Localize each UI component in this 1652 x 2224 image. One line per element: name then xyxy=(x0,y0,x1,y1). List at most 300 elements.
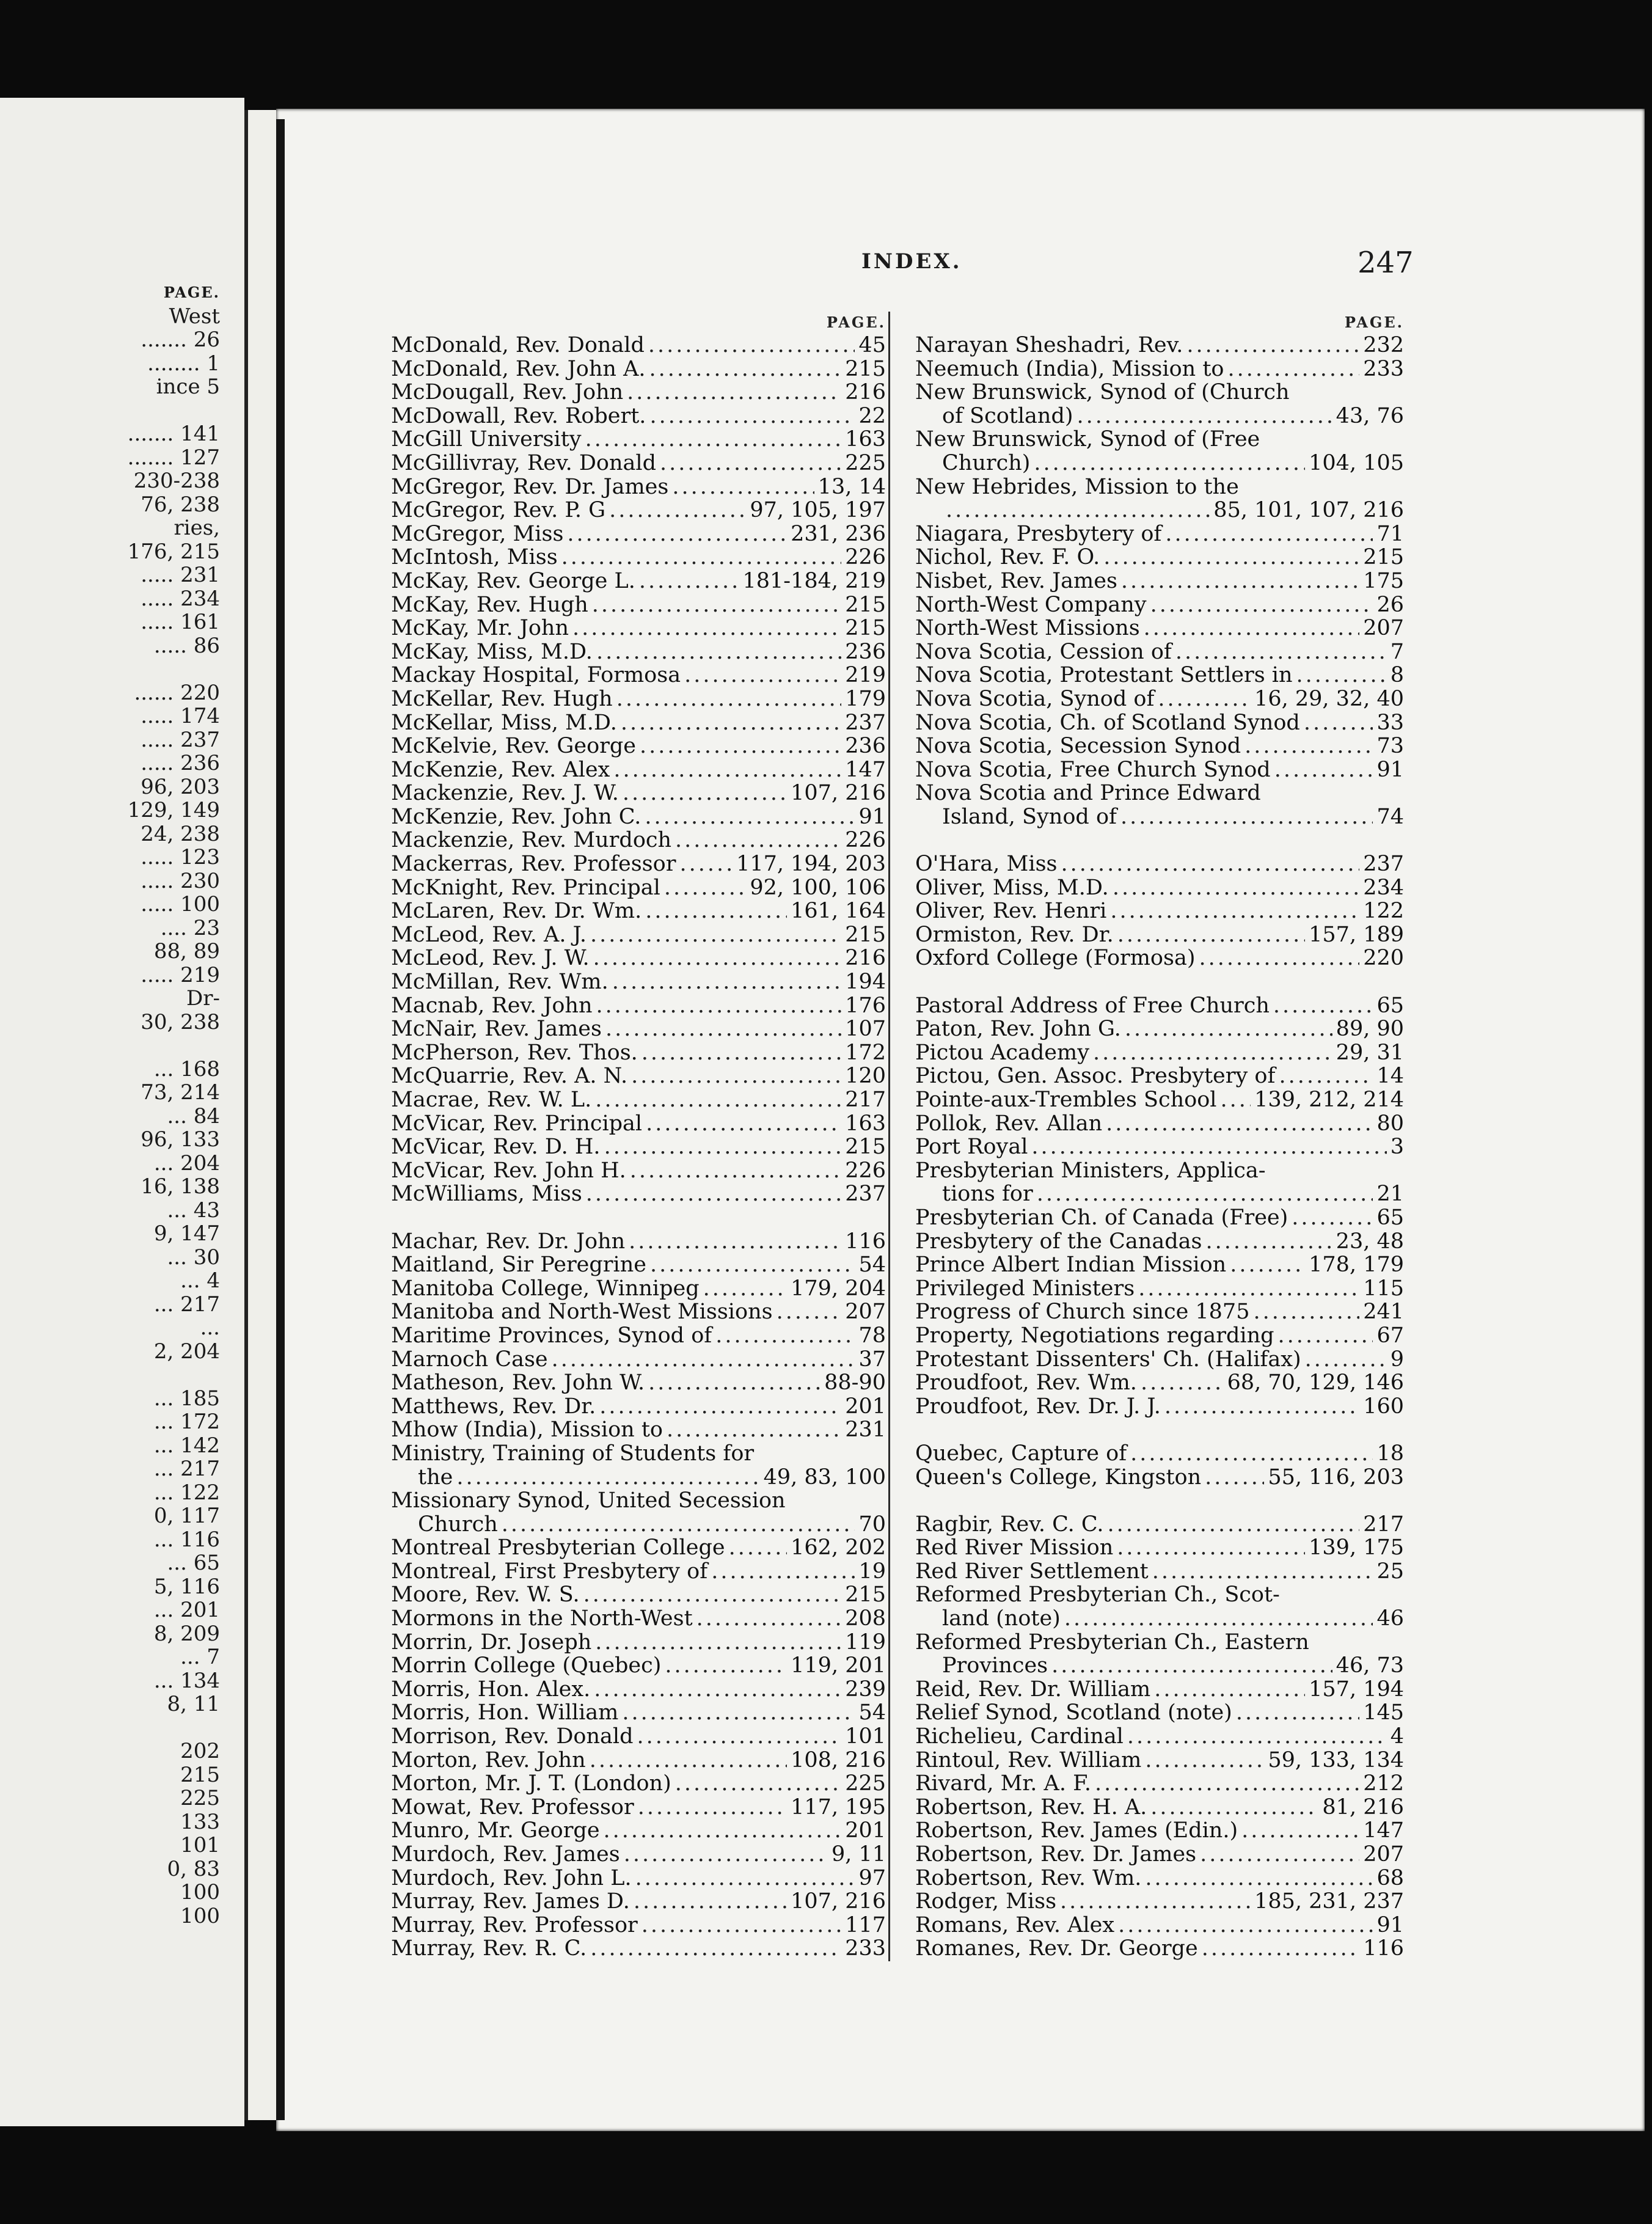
index-entry xyxy=(915,1513,1404,1537)
entry-name: Rintoul, Rev. William xyxy=(915,1747,1142,1772)
index-entry xyxy=(391,758,886,782)
entry-name: McKelvie, Rev. George xyxy=(391,734,637,759)
leader-dots xyxy=(675,1772,841,1796)
leader-dots xyxy=(561,546,842,569)
left-page-line: 73, 214 xyxy=(141,1081,220,1105)
index-entry xyxy=(915,522,1404,546)
entry-page-ref: 172 xyxy=(845,1040,886,1065)
index-entry xyxy=(915,1725,1404,1749)
entry-page-ref: 78 xyxy=(858,1323,886,1348)
index-entry xyxy=(915,781,1404,805)
leader-dots xyxy=(641,1041,841,1065)
page-title: INDEX. xyxy=(861,249,962,274)
leader-dots xyxy=(1241,1819,1359,1843)
leader-dots xyxy=(595,1088,841,1112)
index-entry xyxy=(915,664,1404,687)
entry-page-ref: 162, 202 xyxy=(791,1535,886,1560)
entry-page-ref: 116 xyxy=(1363,1936,1404,1961)
index-entry xyxy=(391,1607,886,1631)
entry-name: McWilliams, Miss xyxy=(391,1182,582,1207)
index-entry xyxy=(915,640,1404,664)
leader-dots xyxy=(1150,593,1373,617)
left-page-line: 24, 238 xyxy=(141,822,220,846)
entry-page-ref: 73 xyxy=(1376,734,1404,759)
leader-dots xyxy=(711,1560,855,1584)
left-page-line: 100 xyxy=(180,1881,220,1904)
index-entry xyxy=(915,1819,1404,1843)
leader-dots xyxy=(1144,616,1360,640)
index-entry xyxy=(915,1560,1404,1584)
index-entry xyxy=(391,1819,886,1843)
entry-name: McDougall, Rev. John xyxy=(391,380,624,405)
entry-name: Manitoba College, Winnipeg xyxy=(391,1276,700,1301)
leader-dots xyxy=(1164,1395,1359,1419)
entry-name: McGregor, Rev. Dr. James xyxy=(391,474,669,499)
leader-dots xyxy=(645,805,855,829)
leader-dots xyxy=(641,1914,841,1937)
left-page-line: ... 201 xyxy=(153,1598,220,1622)
entry-name: Matthews, Rev. Dr. xyxy=(391,1394,596,1419)
entry-page-ref: 160 xyxy=(1363,1394,1404,1419)
index-entry xyxy=(915,1442,1404,1466)
left-page-line: 8, 209 xyxy=(153,1622,220,1645)
left-page-line: 225 xyxy=(180,1787,220,1810)
entry-page-ref: 91 xyxy=(1376,757,1404,782)
leader-dots xyxy=(552,1348,855,1372)
index-entry xyxy=(391,1064,886,1088)
left-page-line: ... 7 xyxy=(180,1645,220,1669)
entry-name: McKenzie, Rev. John C. xyxy=(391,804,641,829)
entry-page-ref: 33 xyxy=(1376,710,1404,735)
index-entry xyxy=(391,1796,886,1820)
entry-page-ref: 181-184, 219 xyxy=(742,568,886,593)
entry-page-ref: 226 xyxy=(845,828,886,853)
entry-page-ref: 120 xyxy=(845,1064,886,1089)
entry-name: McGillivray, Rev. Donald xyxy=(391,450,656,475)
index-entry xyxy=(391,1536,886,1560)
leader-dots xyxy=(1273,994,1373,1018)
leader-dots xyxy=(593,946,842,970)
entry-page-ref: 97 xyxy=(858,1865,886,1890)
index-entry xyxy=(915,758,1404,782)
index-entry xyxy=(391,1041,886,1065)
entry-page-ref: 43, 76 xyxy=(1336,403,1404,428)
leader-dots xyxy=(635,1867,855,1890)
leader-dots xyxy=(592,593,841,617)
left-page-line: 88, 89 xyxy=(153,940,220,964)
entry-name: Maritime Provinces, Synod of xyxy=(391,1323,712,1348)
entry-page-ref: 215 xyxy=(845,1582,886,1608)
entry-name: Morton, Mr. J. T. (London) xyxy=(391,1771,671,1796)
entry-name: McMillan, Rev. Wm. xyxy=(391,970,609,995)
leader-dots xyxy=(667,1418,841,1442)
entry-page-ref: 147 xyxy=(1363,1818,1404,1843)
entry-page-ref: 70 xyxy=(858,1512,886,1537)
leader-dots xyxy=(604,1135,842,1159)
index-entry xyxy=(915,569,1404,593)
entry-name: Neemuch (India), Mission to xyxy=(915,356,1224,381)
index-entry xyxy=(391,1583,886,1607)
leader-dots xyxy=(638,1796,787,1820)
left-page-text xyxy=(0,281,220,1928)
entry-page-ref: 236 xyxy=(845,639,886,664)
entry-name: Red River Settlement xyxy=(915,1559,1149,1584)
index-entry xyxy=(391,805,886,829)
index-entry xyxy=(915,1607,1404,1631)
leader-dots xyxy=(672,475,814,499)
leader-dots xyxy=(1227,357,1359,381)
index-entry xyxy=(915,711,1404,735)
index-entry xyxy=(915,923,1404,947)
leader-dots xyxy=(649,404,855,428)
left-page-line: ..... 161 xyxy=(141,610,220,634)
entry-page-ref: 139, 212, 214 xyxy=(1254,1088,1404,1112)
leader-dots xyxy=(648,334,855,357)
index-entry xyxy=(391,1418,886,1442)
index-entry xyxy=(391,569,886,593)
leader-dots xyxy=(1060,1890,1251,1914)
entry-name: Rodger, Miss xyxy=(915,1889,1057,1914)
left-page-line: ... 217 xyxy=(153,1292,220,1316)
leader-dots xyxy=(627,381,841,404)
left-page-line: West xyxy=(169,304,220,328)
column-header-left: PAGE. xyxy=(826,313,886,331)
index-entry xyxy=(915,1277,1404,1301)
leader-dots xyxy=(1106,1112,1373,1136)
leader-dots xyxy=(590,1749,787,1772)
leader-dots xyxy=(640,734,841,758)
entry-page-ref: 45 xyxy=(858,333,886,357)
entry-name: Murray, Rev. James D. xyxy=(391,1889,630,1914)
entry-page-ref: 207 xyxy=(1363,616,1404,641)
index-entry xyxy=(391,475,886,499)
entry-page-ref: 201 xyxy=(845,1394,886,1419)
index-entry xyxy=(391,499,886,522)
entry-page-ref: 207 xyxy=(845,1300,886,1325)
entry-page-ref: 54 xyxy=(858,1700,886,1725)
entry-name: Pictou Academy xyxy=(915,1040,1089,1065)
left-page-line: ... 204 xyxy=(153,1151,220,1175)
index-entry xyxy=(915,1701,1404,1725)
entry-name: New Brunswick, Synod of (Free xyxy=(915,427,1260,452)
left-page-line: 96, 133 xyxy=(141,1128,220,1152)
entry-page-ref: 216 xyxy=(845,946,886,971)
entry-page-ref: 107, 216 xyxy=(791,781,886,806)
index-entry xyxy=(915,852,1404,876)
leader-dots xyxy=(1253,1300,1359,1324)
index-entry xyxy=(391,899,886,923)
entry-page-ref: 215 xyxy=(845,1135,886,1160)
entry-name: Macnab, Rev. John xyxy=(391,993,593,1018)
index-column-left xyxy=(391,312,886,1961)
left-page-line: ... 43 xyxy=(167,1198,220,1222)
left-page-line: ... 122 xyxy=(153,1480,220,1504)
entry-page-ref: 237 xyxy=(845,710,886,735)
leader-dots xyxy=(1061,852,1360,876)
entry-name: North-West Missions xyxy=(915,616,1140,641)
entry-name: Progress of Church since 1875 xyxy=(915,1300,1250,1325)
leader-dots xyxy=(586,1182,841,1206)
leader-dots xyxy=(650,1253,855,1277)
leader-dots xyxy=(596,640,841,664)
leader-dots xyxy=(684,664,841,687)
left-page-line: 30, 238 xyxy=(141,1010,220,1034)
entry-page-ref: 117, 194, 203 xyxy=(736,852,886,877)
entry-page-ref: 91 xyxy=(858,804,886,829)
entry-name: Nova Scotia, Secession Synod xyxy=(915,734,1241,759)
index-entry xyxy=(915,1348,1404,1372)
entry-page-ref: 212 xyxy=(1363,1771,1404,1796)
entry-page-ref: 80 xyxy=(1376,1111,1404,1136)
leader-dots xyxy=(645,899,787,923)
index-entry xyxy=(391,734,886,758)
entry-name: Red River Mission xyxy=(915,1535,1114,1560)
index-entry xyxy=(391,1489,886,1513)
entry-page-ref: 68 xyxy=(1376,1865,1404,1890)
book-gutter xyxy=(244,110,277,2120)
index-entry xyxy=(391,357,886,381)
leader-dots xyxy=(1244,734,1373,758)
leader-dots xyxy=(622,1701,855,1725)
index-entry xyxy=(915,1867,1404,1890)
entry-name: Port Royal xyxy=(915,1135,1028,1160)
left-page-line: ... 30 xyxy=(167,1245,220,1269)
entry-page-ref: 9 xyxy=(1390,1347,1404,1372)
leader-dots xyxy=(612,970,841,994)
entry-name: Moore, Rev. W. S. xyxy=(391,1582,580,1608)
index-entry xyxy=(915,1536,1404,1560)
entry-page-ref: 217 xyxy=(1363,1512,1404,1537)
index-entry xyxy=(391,1324,886,1348)
index-entry xyxy=(391,876,886,900)
leader-dots xyxy=(1031,1135,1386,1159)
entry-page-ref: 145 xyxy=(1363,1700,1404,1725)
left-page-line: ... 185 xyxy=(153,1386,220,1410)
entry-name: Nova Scotia, Ch. of Scotland Synod xyxy=(915,710,1300,735)
leader-dots xyxy=(1230,1253,1305,1277)
leader-dots xyxy=(1145,1749,1264,1772)
index-entry xyxy=(915,805,1404,829)
leader-dots xyxy=(1108,1513,1360,1537)
entry-page-ref: 19 xyxy=(858,1559,886,1584)
left-page-line: 16, 138 xyxy=(141,1175,220,1199)
index-entry xyxy=(391,970,886,994)
entry-page-ref: 234 xyxy=(1363,875,1404,900)
index-entry xyxy=(391,1348,886,1372)
entry-name: Pastoral Address of Free Church xyxy=(915,993,1270,1018)
entry-page-ref: 117 xyxy=(845,1912,886,1937)
entry-page-ref: 59, 133, 134 xyxy=(1268,1747,1404,1772)
entry-name: Macrae, Rev. W. L. xyxy=(391,1088,592,1112)
entry-name: Pointe-aux-Trembles School xyxy=(915,1088,1217,1112)
leader-dots xyxy=(623,781,787,805)
left-page-line: 202 xyxy=(180,1739,220,1763)
entry-page-ref: 215 xyxy=(845,922,886,947)
left-page-line: ..... 230 xyxy=(141,869,220,893)
entry-name: Robertson, Rev. Wm. xyxy=(915,1865,1142,1890)
entry-name: Proudfoot, Rev. Wm. xyxy=(915,1370,1137,1395)
entry-name: McGill University xyxy=(391,427,582,452)
index-entry xyxy=(915,1159,1404,1183)
leader-dots xyxy=(456,1466,759,1490)
index-entry xyxy=(391,1631,886,1655)
index-entry xyxy=(391,428,886,452)
index-entry xyxy=(915,593,1404,617)
entry-page-ref: 21 xyxy=(1376,1182,1404,1207)
entry-name: Morrison, Rev. Donald xyxy=(391,1724,634,1749)
entry-page-ref: 241 xyxy=(1363,1300,1404,1325)
entry-page-ref: 163 xyxy=(845,427,886,452)
entry-page-ref: 225 xyxy=(845,450,886,475)
leader-dots xyxy=(1150,1796,1318,1820)
index-entry xyxy=(391,334,886,357)
leader-dots xyxy=(1145,1867,1373,1890)
section-gap xyxy=(915,1418,1404,1442)
entry-page-ref: 67 xyxy=(1376,1323,1404,1348)
entry-name: Church) xyxy=(942,450,1031,475)
index-entry xyxy=(391,664,886,687)
leader-dots xyxy=(1202,1937,1360,1961)
entry-page-ref: 9, 11 xyxy=(831,1842,886,1867)
entry-name: Reid, Rev. Dr. William xyxy=(915,1677,1151,1702)
index-entry xyxy=(915,1300,1404,1324)
entry-page-ref: 231 xyxy=(845,1417,886,1443)
left-page-line: 5, 116 xyxy=(153,1575,220,1598)
index-entry xyxy=(391,946,886,970)
left-page-line: 8, 11 xyxy=(167,1692,220,1716)
entry-name: Island, Synod of xyxy=(942,804,1117,829)
leader-dots xyxy=(1034,452,1305,475)
index-entry xyxy=(915,1466,1404,1490)
entry-name: Pollok, Rev. Allan xyxy=(915,1111,1103,1136)
index-entry xyxy=(391,1914,886,1937)
leader-dots xyxy=(1077,404,1332,428)
leader-dots xyxy=(624,1843,828,1867)
index-entry xyxy=(391,1088,886,1112)
index-entry xyxy=(915,1890,1404,1914)
entry-page-ref: 74 xyxy=(1376,804,1404,829)
leader-dots xyxy=(1296,664,1387,687)
index-entry xyxy=(391,1560,886,1584)
entry-page-ref: 179, 204 xyxy=(791,1276,886,1301)
entry-name: Presbyterian Ministers, Applica- xyxy=(915,1158,1266,1183)
entry-name: Murray, Rev. R. C. xyxy=(391,1936,587,1961)
leader-dots xyxy=(594,1678,841,1702)
entry-name: Oliver, Miss, M.D. xyxy=(915,875,1109,900)
entry-name: Ministry, Training of Students for xyxy=(391,1441,755,1466)
entry-name: Ormiston, Rev. Dr. xyxy=(915,922,1114,947)
entry-name: Montreal, First Presbytery of xyxy=(391,1559,708,1584)
leader-dots xyxy=(1141,1371,1224,1395)
index-entry xyxy=(391,1466,886,1490)
entry-name: Property, Negotiations regarding xyxy=(915,1323,1274,1348)
entry-name: McDonald, Rev. Donald xyxy=(391,333,645,357)
entry-name: McKellar, Miss, M.D. xyxy=(391,710,617,735)
entry-page-ref: 139, 175 xyxy=(1309,1535,1404,1560)
entry-name: McLeod, Rev. J. W. xyxy=(391,946,590,971)
leader-dots xyxy=(646,1112,841,1136)
index-entry xyxy=(915,381,1404,404)
entry-name: Relief Synod, Scotland (note) xyxy=(915,1700,1232,1725)
leader-dots xyxy=(1279,1064,1373,1088)
entry-page-ref: 233 xyxy=(1363,356,1404,381)
index-entry xyxy=(391,1843,886,1867)
entry-name: Oliver, Rev. Henri xyxy=(915,899,1107,924)
index-entry xyxy=(391,1371,886,1395)
index-entry xyxy=(915,876,1404,900)
index-entry xyxy=(391,1749,886,1772)
index-entry xyxy=(915,1064,1404,1088)
left-page-line: ... 116 xyxy=(153,1527,220,1551)
left-page-line: 96, 203 xyxy=(141,775,220,799)
entry-name: Prince Albert Indian Mission xyxy=(915,1253,1227,1278)
index-entry xyxy=(915,475,1404,499)
left-page-line: ..... 219 xyxy=(141,963,220,987)
entry-page-ref: 37 xyxy=(858,1347,886,1372)
entry-name: Presbytery of the Canadas xyxy=(915,1229,1202,1254)
entry-page-ref: 215 xyxy=(845,592,886,617)
index-entry xyxy=(391,522,886,546)
entry-name: Church xyxy=(418,1512,498,1537)
index-entry xyxy=(915,1182,1404,1206)
left-page-fragment xyxy=(0,98,244,2126)
entry-page-ref: 220 xyxy=(1363,946,1404,971)
leader-dots xyxy=(1305,1348,1387,1372)
entry-name: Reformed Presbyterian Ch., Scot- xyxy=(915,1582,1280,1608)
entry-name: Mhow (India), Mission to xyxy=(391,1417,663,1443)
index-entry xyxy=(391,852,886,876)
left-page-line: 129, 149 xyxy=(127,799,220,822)
leader-dots xyxy=(1117,923,1305,947)
index-entry xyxy=(391,452,886,475)
leader-dots xyxy=(590,1937,841,1961)
left-page-line: ..... 100 xyxy=(141,893,220,916)
index-column-right xyxy=(915,312,1404,1961)
entry-page-ref: 81, 216 xyxy=(1322,1794,1404,1820)
entry-page-ref: 107 xyxy=(845,1017,886,1042)
entry-name: Morrin College (Quebec) xyxy=(391,1653,662,1678)
left-page-line: ... 172 xyxy=(153,1410,220,1434)
left-page-line: ..... 237 xyxy=(141,728,220,752)
leader-dots xyxy=(696,1607,842,1631)
entry-name: Mackenzie, Rev. J. W. xyxy=(391,781,619,806)
entry-page-ref: 215 xyxy=(1363,545,1404,570)
leader-dots xyxy=(596,994,842,1018)
entry-name: McKellar, Rev. Hugh xyxy=(391,686,613,711)
leader-dots xyxy=(1110,899,1359,923)
entry-name: McNair, Rev. James xyxy=(391,1017,602,1042)
leader-dots xyxy=(1274,758,1373,782)
entry-name: Nova Scotia, Free Church Synod xyxy=(915,757,1271,782)
leader-dots xyxy=(1121,569,1359,593)
left-page-line: ... xyxy=(200,1316,220,1340)
index-entry xyxy=(391,593,886,617)
leader-dots xyxy=(1125,1017,1332,1041)
section-gap xyxy=(915,1489,1404,1513)
entry-name: Richelieu, Cardinal xyxy=(915,1724,1124,1749)
entry-name: Montreal Presbyterian College xyxy=(391,1535,725,1560)
leader-dots xyxy=(664,876,747,900)
entry-name: Mackay Hospital, Formosa xyxy=(391,663,681,688)
left-page-line xyxy=(0,1034,220,1058)
index-entry xyxy=(915,616,1404,640)
entry-page-ref: 116 xyxy=(845,1229,886,1254)
leader-dots xyxy=(621,711,841,735)
entry-name: McGregor, Rev. P. G xyxy=(391,498,606,523)
entry-name: McVicar, Rev. Principal xyxy=(391,1111,643,1136)
leader-dots xyxy=(639,569,739,593)
index-entry xyxy=(915,1749,1404,1772)
